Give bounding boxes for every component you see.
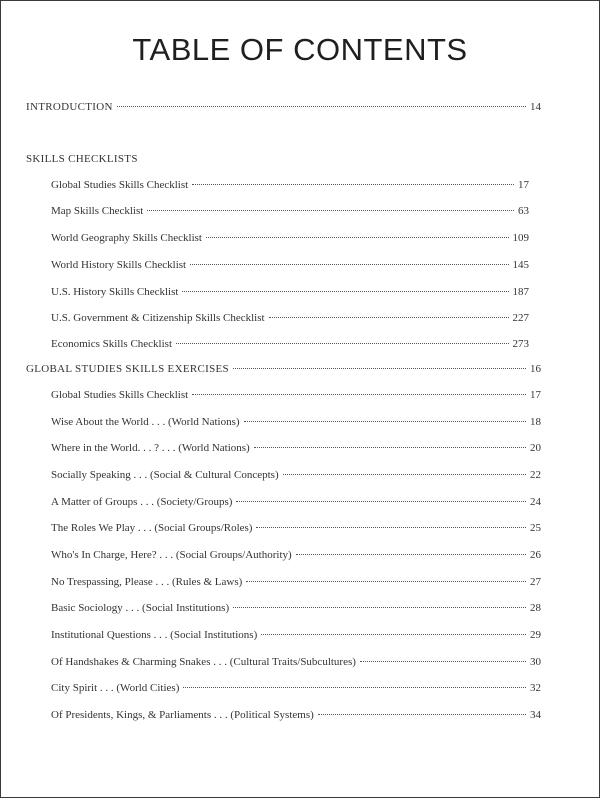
toc-page-number: 145 — [512, 259, 529, 271]
dot-leader — [261, 624, 526, 635]
dot-leader — [176, 333, 509, 344]
dot-leader — [256, 517, 526, 528]
toc-page-number: 17 — [518, 179, 529, 191]
toc-entry — [51, 547, 541, 563]
dot-leader — [147, 200, 514, 211]
section-heading-global-studies — [26, 361, 541, 377]
toc-label: Institutional Questions . . . (Social Institutions) — [51, 629, 258, 641]
dot-leader — [190, 254, 508, 265]
toc-label: Of Handshakes & Charming Snakes . . . (Cultural Traits/Subcultures) — [51, 656, 356, 668]
toc-label: Global Studies Skills Checklist — [51, 389, 189, 401]
toc-label: City Spirit . . . (World Cities) — [51, 682, 180, 694]
toc-label: A Matter of Groups . . . (Society/Groups) — [51, 496, 233, 508]
toc-label: Economics Skills Checklist — [51, 338, 172, 350]
toc-entry-introduction — [26, 99, 541, 115]
section-heading-label: GLOBAL STUDIES SKILLS EXERCISES — [26, 363, 229, 375]
toc-label: INTRODUCTION — [26, 101, 113, 113]
toc-page-number: 63 — [518, 205, 529, 217]
toc-page-number: 109 — [512, 232, 529, 244]
dot-leader — [182, 281, 508, 292]
toc-entry — [51, 654, 541, 670]
dot-leader — [183, 677, 526, 688]
toc-page-number: 16 — [530, 363, 541, 375]
toc-label: U.S. History Skills Checklist — [51, 286, 179, 298]
dot-leader — [233, 597, 526, 608]
page-title: TABLE OF CONTENTS — [132, 32, 468, 67]
toc-page-number: 26 — [530, 549, 541, 561]
toc-label: Basic Sociology . . . (Social Institutions) — [51, 602, 230, 614]
toc-page-number: 32 — [530, 682, 541, 694]
toc-page-number: 29 — [530, 629, 541, 641]
toc-label: No Trespassing, Please . . . (Rules & Laws) — [51, 576, 243, 588]
toc-entry — [51, 203, 529, 219]
toc-label: Map Skills Checklist — [51, 205, 144, 217]
dot-leader — [246, 571, 526, 582]
toc-entry — [51, 600, 541, 616]
toc-label: The Roles We Play . . . (Social Groups/Roles) — [51, 522, 253, 534]
toc-entry — [51, 310, 529, 326]
toc-entry — [51, 177, 529, 193]
toc-label: Of Presidents, Kings, & Parliaments . . . (Political Systems) — [51, 709, 314, 721]
toc-entry — [51, 230, 529, 246]
toc-page-number: 20 — [530, 442, 541, 454]
toc-entry — [51, 574, 541, 590]
toc-entry — [51, 627, 541, 643]
toc-label: Global Studies Skills Checklist — [51, 179, 189, 191]
dot-leader — [117, 96, 526, 107]
toc-label: Where in the World. . . ? . . . (World Nations) — [51, 442, 250, 454]
toc-label: World Geography Skills Checklist — [51, 232, 202, 244]
dot-leader — [269, 307, 509, 318]
dot-leader — [206, 227, 509, 238]
dot-leader — [360, 651, 526, 662]
dot-leader — [236, 491, 526, 502]
toc-entry — [51, 284, 529, 300]
dot-leader — [318, 704, 526, 715]
toc-page-number: 227 — [512, 312, 529, 324]
toc-label: Socially Speaking . . . (Social & Cultural Concepts) — [51, 469, 279, 481]
toc-entry — [51, 520, 541, 536]
dot-leader — [192, 174, 514, 185]
toc-label: World History Skills Checklist — [51, 259, 187, 271]
section-heading-label: SKILLS CHECKLISTS — [26, 153, 138, 165]
toc-entry — [51, 494, 541, 510]
toc-entry — [51, 257, 529, 273]
dot-leader — [233, 358, 526, 369]
toc-entry — [51, 414, 541, 430]
toc-page-number: 25 — [530, 522, 541, 534]
toc-label: U.S. Government & Citizenship Skills Checklist — [51, 312, 265, 324]
dot-leader — [192, 384, 526, 395]
toc-entry — [51, 707, 541, 723]
toc-page-number: 28 — [530, 602, 541, 614]
toc-entry — [51, 387, 541, 403]
toc-page-number: 187 — [512, 286, 529, 298]
dot-leader — [283, 464, 526, 475]
dot-leader — [254, 437, 526, 448]
toc-entry — [51, 440, 541, 456]
toc-page-number: 34 — [530, 709, 541, 721]
toc-page-number: 24 — [530, 496, 541, 508]
toc-page-number: 22 — [530, 469, 541, 481]
toc-page-number: 14 — [530, 101, 541, 113]
toc-label: Wise About the World . . . (World Nations) — [51, 416, 240, 428]
section-heading-skills-checklists — [26, 151, 138, 167]
toc-page-number: 17 — [530, 389, 541, 401]
toc-label: Who's In Charge, Here? . . . (Social Groups/Authority) — [51, 549, 292, 561]
dot-leader — [296, 544, 526, 555]
toc-page-number: 18 — [530, 416, 541, 428]
toc-entry — [51, 467, 541, 483]
toc-page-number: 30 — [530, 656, 541, 668]
dot-leader — [244, 411, 526, 422]
toc-entry — [51, 680, 541, 696]
toc-page-number: 273 — [512, 338, 529, 350]
toc-page-number: 27 — [530, 576, 541, 588]
toc-entry — [51, 336, 529, 352]
